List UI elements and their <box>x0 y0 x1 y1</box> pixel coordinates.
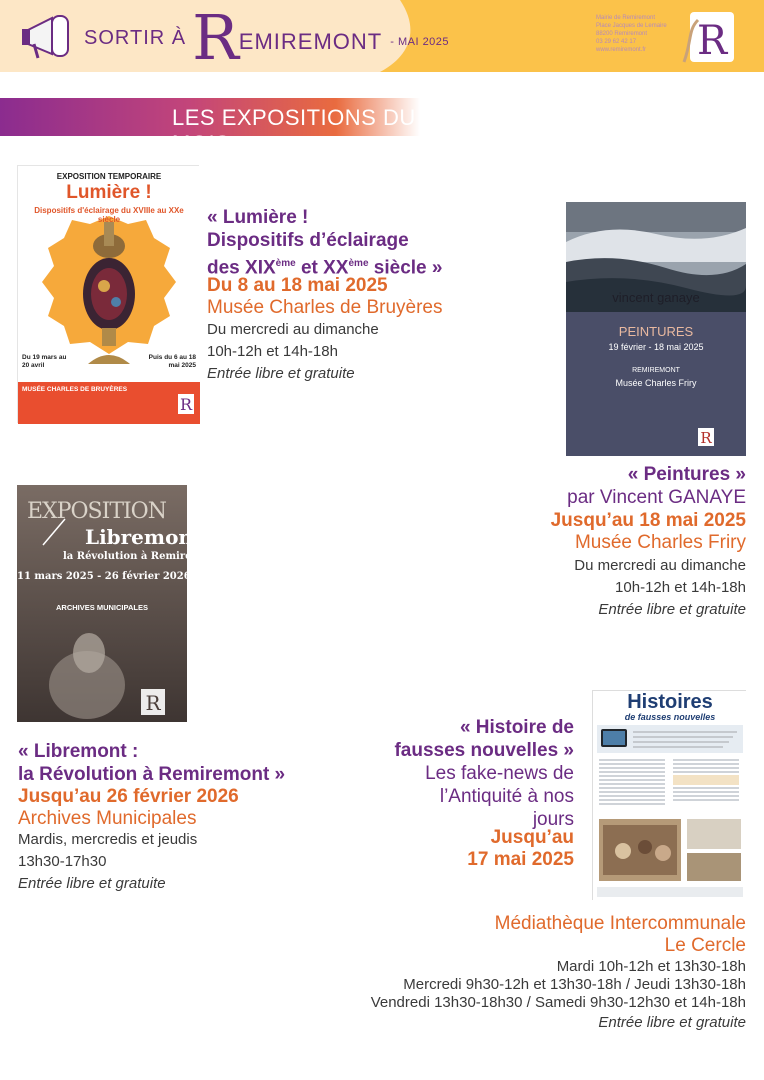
mairie-line: Mairie de Remiremont <box>596 15 656 21</box>
section-banner <box>0 98 420 156</box>
event-lumiere-title-2: Dispositifs d’éclairage <box>207 230 409 251</box>
poster-city: REMIREMONT <box>632 367 680 374</box>
title-part: siècle » <box>368 257 443 279</box>
megaphone-icon <box>22 14 78 60</box>
event-libremont-place: Archives Municipales <box>18 808 197 829</box>
event-libremont-dates: Jusqu’au 26 février 2026 <box>18 786 239 807</box>
event-lumiere-place: Musée Charles de Bruyères <box>207 297 443 318</box>
poster-histoires-art <box>593 691 747 901</box>
event-libremont-title-2: la Révolution à Remiremont » <box>18 764 286 785</box>
event-histoire-dates-2: 17 mai 2025 <box>467 849 574 870</box>
poster-kicker: EXPOSITION <box>27 499 166 524</box>
event-ganaye-entry: Entrée libre et gratuite <box>598 601 746 618</box>
event-histoire-entry: Entrée libre et gratuite <box>598 1014 746 1031</box>
event-libremont-title-1: « Libremont : <box>18 741 139 762</box>
brand-prefix: SORTIR À <box>84 26 187 49</box>
event-histoire-hours-3: Vendredi 13h30-18h30 / Samedi 9h30-12h30 et 14h-18h <box>370 994 746 1011</box>
poster-subtitle: la Révolution à Remiremont <box>63 551 221 562</box>
event-histoire-desc-2: l’Antiquité à nos <box>439 786 574 807</box>
brand-month: - MAI 2025 <box>390 36 450 48</box>
event-histoire-dates-1: Jusqu’au <box>490 827 574 848</box>
event-histoire-title-2: fausses nouvelles » <box>394 740 574 761</box>
poster-subtitle: Dispositifs d'éclairage du XVIIIe au XXe siècle <box>34 206 184 224</box>
svg-text:R: R <box>179 395 193 414</box>
mairie-address <box>596 14 678 54</box>
svg-text:R: R <box>145 691 161 715</box>
event-histoire-place-2: Le Cercle <box>664 935 746 956</box>
event-histoire-desc-3: jours <box>532 809 574 830</box>
brand-initial: R <box>192 1 239 74</box>
poster-artist: vincent ganaye <box>612 290 700 305</box>
event-lumiere-title-1: « Lumière ! <box>207 207 309 228</box>
poster-museum: Musée Charles Friry <box>615 378 697 388</box>
mairie-line: www.remiremont.fr <box>596 47 647 53</box>
event-libremont-entry: Entrée libre et gratuite <box>18 875 166 892</box>
event-ganaye-by: par Vincent GANAYE <box>567 487 746 508</box>
mairie-line: Place Jacques de Lemaire <box>596 23 667 29</box>
page-header <box>0 0 764 72</box>
event-lumiere-entry: Entrée libre et gratuite <box>207 365 355 382</box>
poster-date-right: Puis du 6 au 18 mai 2025 <box>148 354 196 369</box>
remiremont-logo-icon <box>682 10 736 64</box>
event-libremont-days: Mardis, mercredis et jeudis <box>18 831 198 848</box>
poster-dates: 19 février - 18 mai 2025 <box>608 342 704 352</box>
event-ganaye-hours: 10h-12h et 14h-18h <box>615 579 746 596</box>
poster-histoires <box>592 690 746 900</box>
event-lumiere-days: Du mercredi au dimanche <box>207 321 379 338</box>
poster-footer: MUSÉE CHARLES DE BRUYÈRES <box>22 386 128 393</box>
svg-text:R: R <box>700 429 712 447</box>
title-sup: ème <box>348 258 369 269</box>
section-title: LES EXPOSITIONS DU MOIS <box>172 105 416 156</box>
event-histoire-place-1: Médiathèque Intercommunale <box>494 913 746 934</box>
poster-title: Histoires <box>627 691 713 713</box>
mairie-line: 03 29 62 42 17 <box>596 39 637 45</box>
event-ganaye-place: Musée Charles Friry <box>574 532 746 553</box>
brand-title <box>84 1 450 74</box>
event-histoire-hours-1: Mardi 10h-12h et 13h30-18h <box>556 958 746 975</box>
poster-lumiere <box>17 165 199 423</box>
event-libremont-hours: 13h30-17h30 <box>18 853 107 870</box>
poster-title: PEINTURES <box>618 324 694 339</box>
event-histoire-hours-2: Mercredi 9h30-12h et 13h30-18h / Jeudi 13h30-18h <box>403 976 746 993</box>
svg-text:R: R <box>696 18 728 64</box>
poster-kicker: EXPOSITION TEMPORAIRE <box>56 172 162 181</box>
title-part: des XIX <box>207 257 276 279</box>
event-histoire-title-1: « Histoire de <box>459 717 574 738</box>
title-sup: ème <box>275 258 296 269</box>
poster-subtitle: de fausses nouvelles <box>624 712 716 722</box>
mairie-line: 88200 Remiremont <box>596 31 648 37</box>
title-part: et XX <box>295 257 349 279</box>
poster-libremont <box>17 485 221 722</box>
poster-ganaye <box>566 202 746 456</box>
event-histoire-desc-1: Les fake-news de <box>425 763 574 784</box>
poster-dates: 11 mars 2025 - 26 février 2026 <box>17 571 191 582</box>
poster-place: ARCHIVES MUNICIPALES <box>56 603 148 612</box>
event-lumiere-dates: Du 8 au 18 mai 2025 <box>207 275 388 296</box>
poster-title: Lumière ! <box>66 182 152 203</box>
event-ganaye-days: Du mercredi au dimanche <box>574 557 746 574</box>
poster-date-left: Du 19 mars au 20 avril <box>22 354 67 369</box>
event-ganaye-title: « Peintures » <box>627 464 746 485</box>
poster-title: Libremont <box>85 525 203 549</box>
event-ganaye-dates: Jusqu’au 18 mai 2025 <box>550 510 746 531</box>
brand-city: EMIREMONT <box>238 29 383 54</box>
event-lumiere-hours: 10h-12h et 14h-18h <box>207 343 338 360</box>
